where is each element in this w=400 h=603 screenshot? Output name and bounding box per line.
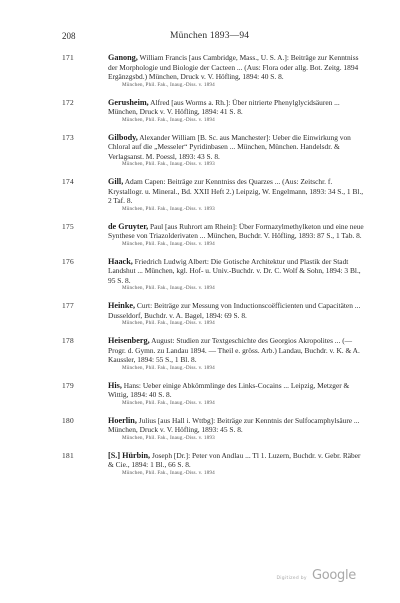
entry-author: His,: [108, 380, 122, 390]
entry-number: 178: [62, 336, 74, 345]
entry-author: Ganong,: [108, 53, 138, 62]
dissertation-note: München, Phil. Fak., Inaug.-Diss. v. 1894: [122, 469, 215, 476]
dissertation-note: München, Phil. Fak., Inaug.-Diss. v. 1894: [122, 320, 215, 326]
entry-number: 180: [62, 415, 74, 425]
citation-text: Paul [aus Ruhrort am Rhein]: Über Formazylmethylketon und eine neue Synthese von Triazolderivaten ... München, Buchdr. V. Höfling, 1893: 87 S., 1 Tab. 8.: [108, 221, 364, 240]
google-watermark: [276, 564, 356, 583]
entry-author: Haack,: [108, 256, 133, 266]
citation-text: August: Studien zur Textgeschichte des Georgios Akropolites ... (— Progr. d. Gymn. zu Landau 1894. — Theil e. gröss. Arb.) Landau, Buchdr. v. K. & A. Kaussler, 1894: 55 S., 1 Bl. 8.: [108, 336, 360, 364]
citation: [108, 133, 367, 162]
citation: [108, 257, 367, 286]
list-item: [62, 416, 367, 442]
citation: [108, 222, 367, 241]
citation: [108, 416, 367, 435]
entry-number: 174: [62, 177, 74, 186]
citation: [108, 451, 367, 470]
entry-author: de Gruyter,: [108, 221, 149, 231]
citation-text: Alexander William [B. Sc. aus Manchester]: Ueber die Einwirkung von Chloral auf die „Messeler“ Pyridinbasen ... München, München. Handelsdr. & Verlagsanst. M. Poessl, 1893: 43 S. 8.: [108, 132, 351, 161]
entry-number: 175: [62, 221, 74, 231]
entry-number: 173: [62, 132, 74, 142]
list-item: [62, 451, 367, 477]
entry-author: Heinke,: [108, 301, 136, 310]
citation-text: Friedrich Ludwig Albert: Die Gotische Architektur und Plastik der Stadt Landshut ... München, kgl. Hof- u. Univ.-Buchdr. v. Dr. C. Wolf & Sohn, 1894: 3 Bl., 95 S. 8.: [108, 256, 361, 285]
entry-author: Gilbody,: [108, 132, 138, 142]
dissertation-note: München, Phil. Fak., Inaug.-Diss. v. 1893: [122, 205, 215, 212]
entry-number: 176: [62, 256, 74, 266]
entry-author: Heisenberg,: [108, 336, 150, 345]
dissertation-note: München, Phil. Fak., Inaug.-Diss. v. 1894: [122, 285, 215, 291]
entry-number: 177: [62, 301, 74, 310]
dissertation-note: München, Phil. Fak., Inaug.-Diss. v. 1894: [122, 116, 215, 123]
citation: [108, 301, 367, 320]
dissertation-note: München, Phil. Fak., Inaug.-Diss. v. 1894: [122, 399, 215, 406]
entry-author: Hoerlin,: [108, 415, 137, 425]
list-item: [62, 177, 367, 213]
entry-number: 172: [62, 97, 74, 107]
entry-author: [S.] Hürbin,: [108, 450, 151, 460]
dissertation-note: München, Phil. Fak., Inaug.-Diss. v. 1894: [122, 81, 215, 88]
entry-author: Gerusheim,: [108, 97, 149, 107]
citation-text: Hans: Ueber einige Abkömmlinge des Links-Cocains ... Leipzig, Metzger & Wittig, 1894: 40 S. 8.: [108, 380, 350, 399]
list-item: [62, 133, 367, 169]
list-item: [62, 98, 367, 124]
dissertation-note: München, Phil. Fak., Inaug.-Diss. v. 1894: [122, 240, 215, 247]
citation-text: Julius [aus Hall i. Wttbg]: Beiträge zur Kenntnis der Sulfocamphylsäure ... München, Druck v. V. Höfling, 1893: 45 S. 8.: [108, 415, 360, 434]
list-item: [62, 53, 367, 89]
citation: [108, 53, 367, 82]
list-item: [62, 257, 367, 293]
citation: [108, 98, 367, 117]
citation: [108, 336, 367, 365]
entry-author: Gill,: [108, 177, 124, 186]
page-header: [62, 31, 362, 45]
list-item: [62, 301, 367, 327]
dissertation-note: München, Phil. Fak., Inaug.-Diss. v. 1893: [122, 434, 215, 441]
citation: [108, 381, 367, 400]
citation-text: Curt: Beiträge zur Messung von Inductionscoëfficienten und Capacitäten ... Dusseldorf, Buchdr. v. A. Bagel, 1894: 69 S. 8.: [108, 301, 361, 320]
entry-list: [62, 53, 367, 486]
citation-text: William Francis [aus Cambridge, Mass., U. S. A.]: Beiträge zur Kenntniss der Morphologie und Biologie der Cacteen ... (Aus: Flora oder allg. Bot. Zeitg. 1894 Ergänzgsbd.) München, Druck v. V. Höfling, 1894: 40 S. 8.: [108, 53, 359, 81]
entry-number: 179: [62, 380, 74, 390]
page-number: 208: [62, 31, 76, 41]
running-head: München 1893—94: [170, 31, 250, 41]
watermark-prefix: Digitized by: [276, 576, 307, 581]
citation-text: Alfred [aus Worms a. Rh.]: Über nitrierte Phenylglycidsäuren ... München, Druck v. V. Höfling, 1894: 41 S. 8.: [108, 97, 340, 116]
list-item: [62, 336, 367, 372]
citation-text: Joseph [Dr.]: Peter von Andlau ... Tl 1. Luzern, Buchdr. v. Gebr. Räber & Cie., 1894: 1 Bl., 66 S. 8.: [108, 450, 361, 469]
entry-number: 181: [62, 450, 74, 460]
google-logo: Google: [311, 568, 356, 583]
list-item: [62, 381, 367, 407]
dissertation-note: München, Phil. Fak., Inaug.-Diss. v. 1894: [122, 364, 215, 371]
dissertation-note: München, Phil. Fak., Inaug.-Diss. v. 1893: [122, 161, 215, 167]
entry-number: 171: [62, 53, 74, 62]
citation: [108, 177, 367, 206]
citation-text: Adam Capen: Beiträge zur Kenntniss des Quarzes ... (Aus: Zeitschr. f. Krystallogr. u. Mineral., Bd. XXII Heft 2.) Leipzig, W. Engelmann, 1893: 34 S., 1 Bl., 2 Taf. 8.: [108, 177, 364, 205]
list-item: [62, 222, 367, 248]
